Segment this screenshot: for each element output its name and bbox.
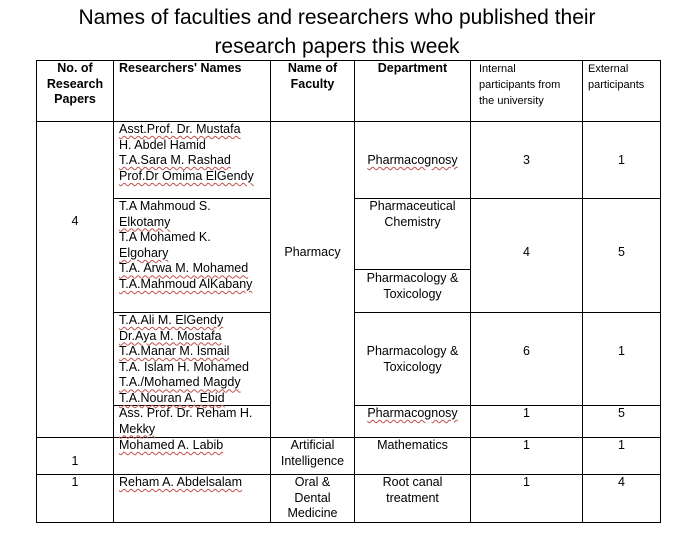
row1-department: Pharmacognosy bbox=[367, 153, 458, 167]
row5-external: 1 bbox=[618, 438, 625, 452]
row6-researchers: Reham A. Abdelsalam bbox=[119, 475, 242, 489]
list-item: Mekky bbox=[119, 421, 156, 436]
row2-researchers bbox=[119, 199, 269, 293]
group1-faculty: Pharmacy bbox=[284, 245, 341, 259]
list-item: T.A. Islam H. Mohamed bbox=[119, 359, 249, 374]
list-item: Asst.Prof. Dr. Mustafa bbox=[119, 122, 241, 136]
list-item: T.A.Manar M. Ismail bbox=[119, 344, 230, 359]
row3-researchers bbox=[119, 313, 269, 407]
list-item: Elgohary bbox=[119, 245, 169, 260]
list-item: T.A.Nouran A. Ebid bbox=[119, 390, 225, 405]
row2-external: 5 bbox=[618, 245, 625, 259]
row6-internal: 1 bbox=[523, 475, 530, 489]
header-external: External participants bbox=[588, 63, 645, 91]
list-item: T.A.Sara M. Rashad bbox=[119, 153, 231, 168]
row6-external: 4 bbox=[618, 475, 625, 489]
list-item: Prof.Dr Omima ElGendy bbox=[119, 168, 254, 183]
row1-internal: 3 bbox=[523, 153, 530, 167]
page-title-line-1: Names of faculties and researchers who published their bbox=[78, 6, 596, 29]
list-item: T.A./Mohamed Magdy bbox=[119, 375, 241, 390]
row2-internal: 4 bbox=[523, 245, 530, 259]
header-department: Department bbox=[377, 61, 448, 75]
row5-department: Mathematics bbox=[377, 438, 448, 452]
row3-internal: 6 bbox=[523, 344, 530, 358]
row4-department: Pharmacognosy bbox=[367, 406, 458, 420]
row2-department-a: Pharmaceutical Chemistry bbox=[369, 199, 456, 229]
row2-department-b: Pharmacology & Toxicology bbox=[366, 271, 459, 301]
list-item: T.A Mohamed K. bbox=[119, 230, 211, 245]
list-item: T.A. Arwa M. Mohamed bbox=[119, 261, 249, 276]
row4-internal: 1 bbox=[523, 406, 530, 420]
row3-department: Pharmacology & Toxicology bbox=[366, 344, 459, 374]
header-researchers-names: Researchers' Names bbox=[119, 61, 242, 75]
row3-external: 1 bbox=[618, 344, 625, 358]
list-item: H. Abdel Hamid bbox=[119, 137, 206, 152]
row6-faculty: Oral & Dental Medicine bbox=[287, 475, 338, 521]
row5-researchers: Mohamed A. Labib bbox=[119, 438, 224, 452]
row4-researchers bbox=[119, 406, 269, 437]
row5-internal: 1 bbox=[523, 438, 530, 452]
row5-papers-count: 1 bbox=[71, 454, 79, 468]
header-papers: No. of Research Papers bbox=[46, 61, 104, 107]
list-item: T.A.Mahmoud AlKabany bbox=[119, 276, 253, 291]
list-item: Elkotamy bbox=[119, 214, 171, 229]
list-item: Ass. Prof. Dr. Reham H. bbox=[119, 406, 253, 420]
page-title-line-2: research papers this week bbox=[214, 35, 460, 58]
row1-external: 1 bbox=[618, 153, 625, 167]
row6-papers-count: 1 bbox=[71, 475, 79, 489]
row6-department: Root canal treatment bbox=[382, 475, 443, 505]
row1-researchers bbox=[119, 122, 269, 184]
group1-papers-count: 4 bbox=[71, 214, 79, 228]
list-item: T.A.Ali M. ElGendy bbox=[119, 313, 224, 327]
row4-external: 5 bbox=[618, 406, 625, 420]
header-internal: Internal participants from the university bbox=[479, 63, 561, 107]
header-faculty: Name of Faculty bbox=[287, 61, 338, 91]
list-item: T.A Mahmoud S. bbox=[119, 199, 211, 213]
row5-faculty: Artificial Intelligence bbox=[280, 438, 345, 468]
list-item: Dr.Aya M. Mostafa bbox=[119, 328, 222, 343]
